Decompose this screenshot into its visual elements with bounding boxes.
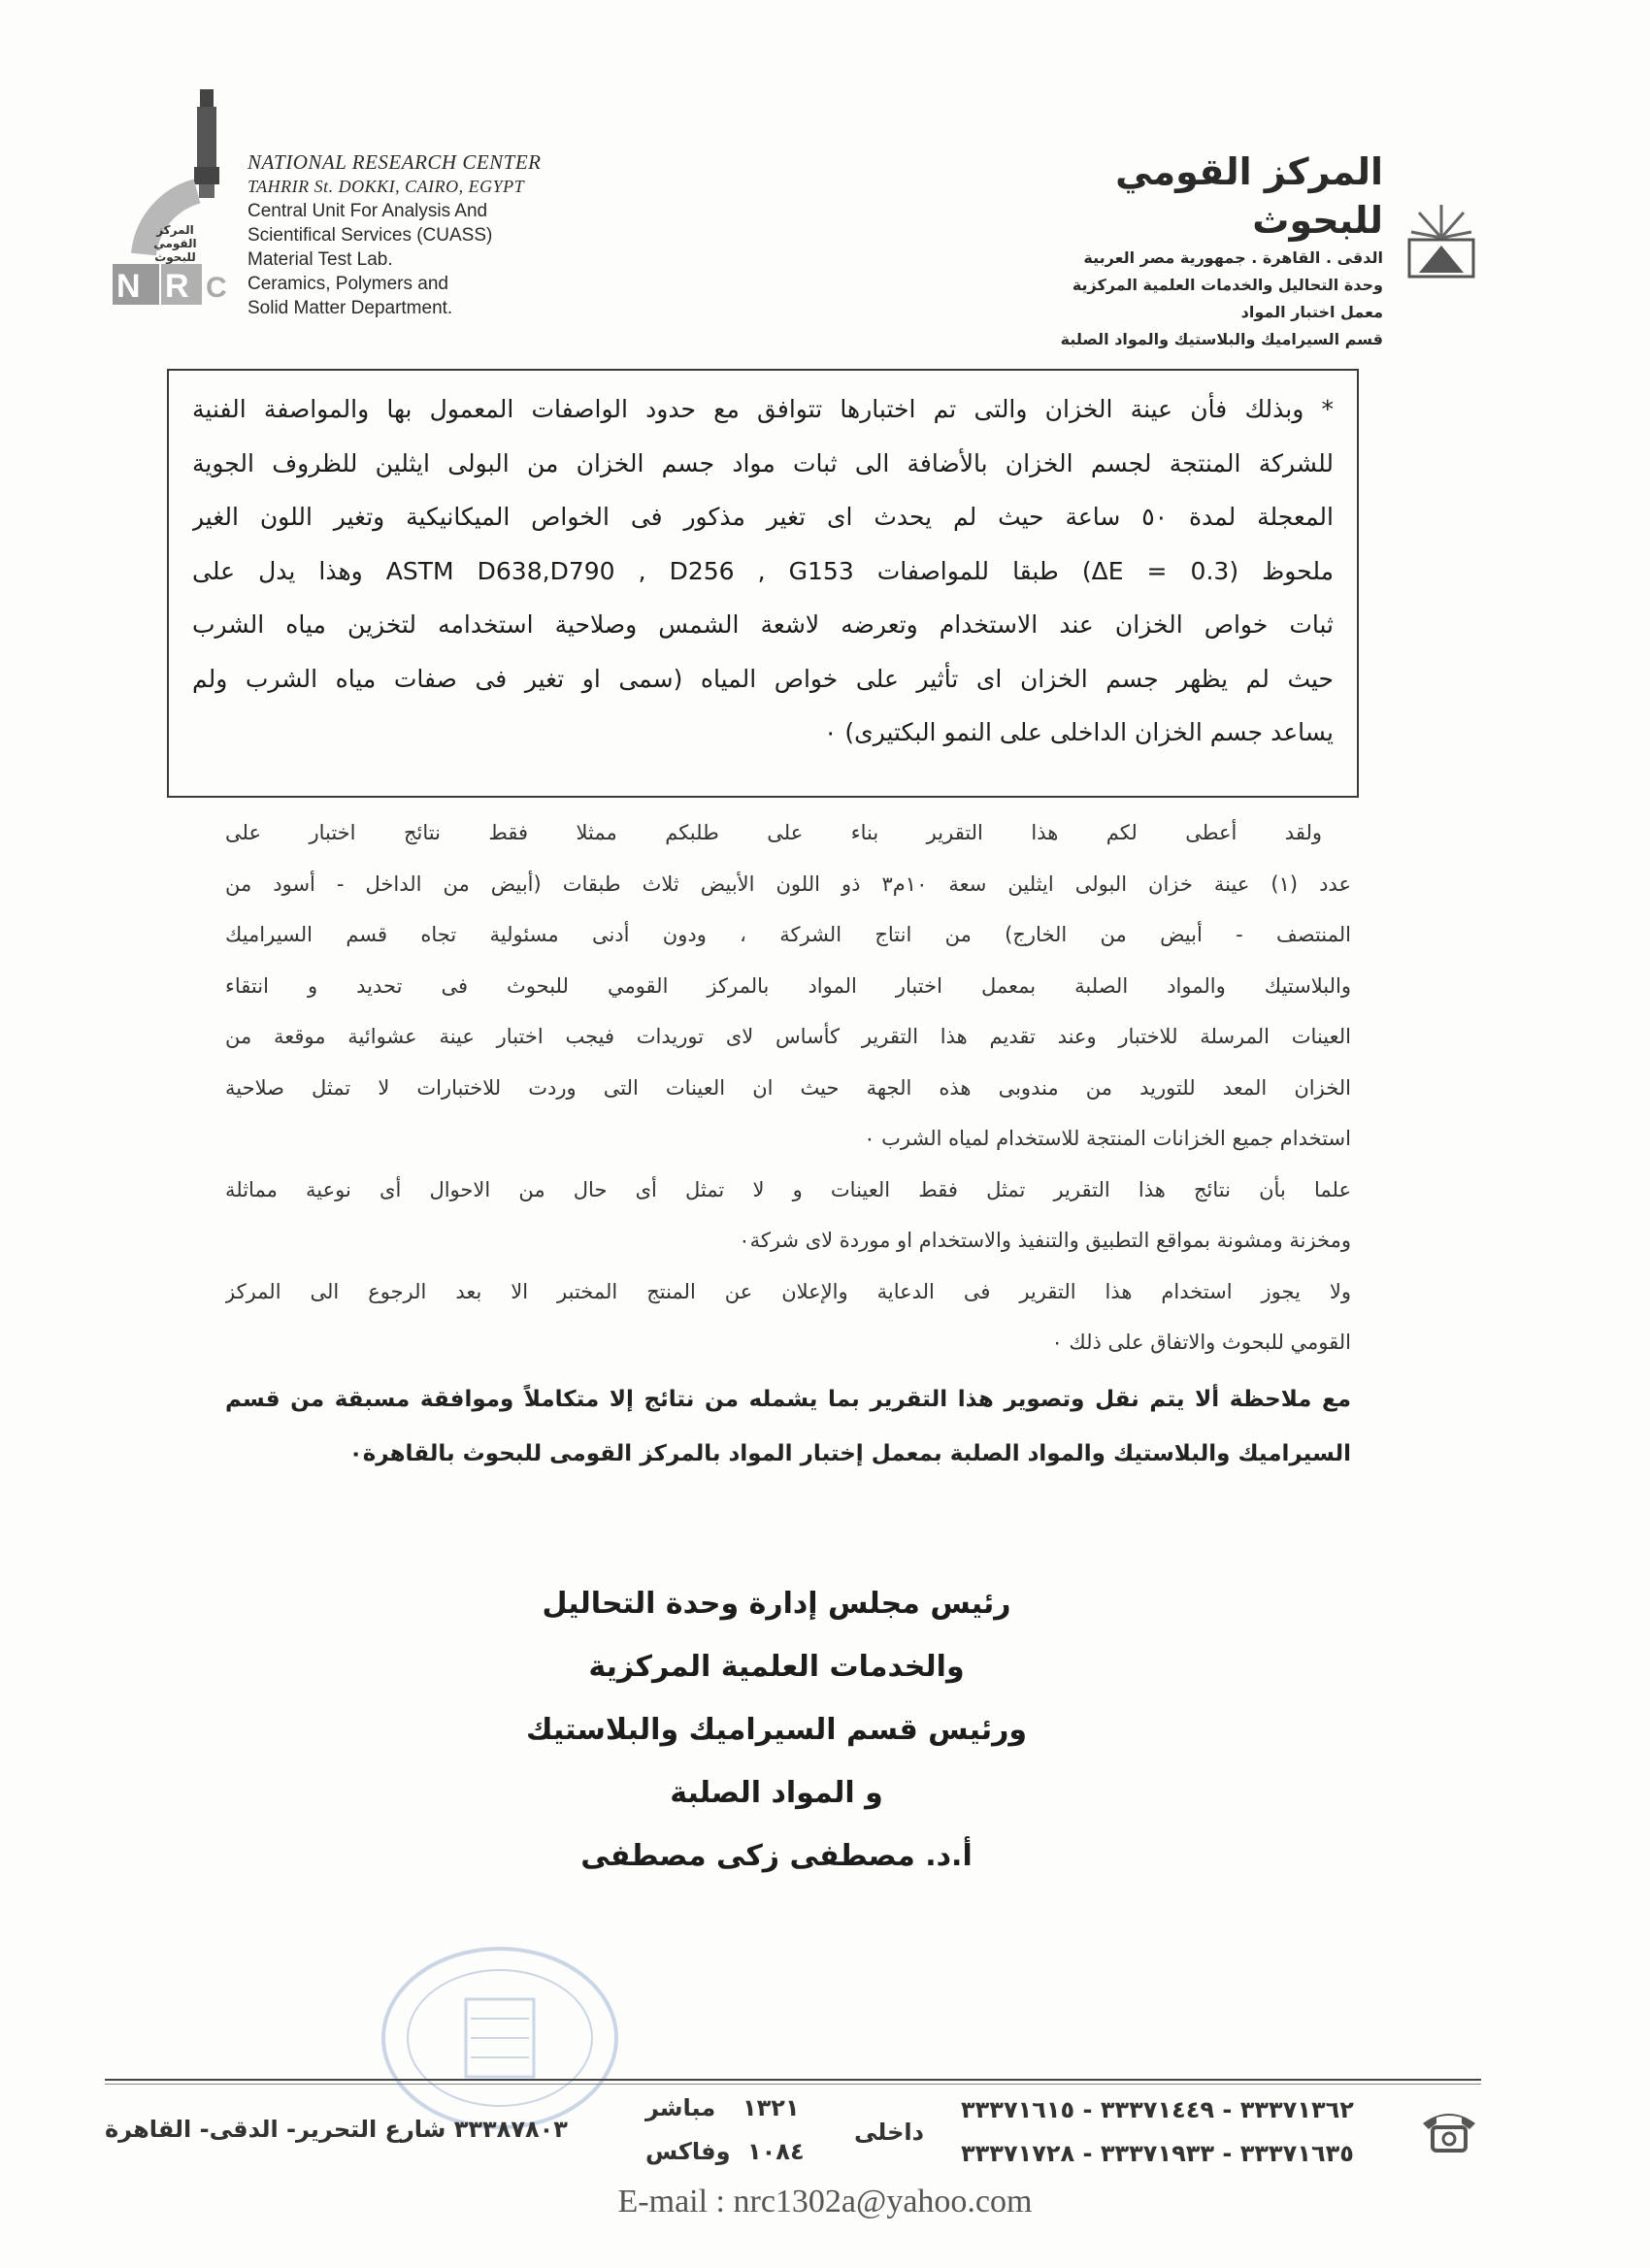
- unit-name-ar: وحدة التحاليل والخدمات العلمية المركزية: [1072, 276, 1383, 294]
- signature-title-4: و المواد الصلبة: [670, 1776, 883, 1810]
- phone-numbers-1: ٣٣٣٧١٣٦٢ - ٣٣٣٧١٤٤٩ - ٣٣٣٧١٦١٥: [961, 2096, 1354, 2123]
- official-stamp: [374, 1941, 626, 2135]
- dept-name-en-1: Ceramics, Polymers and: [248, 274, 448, 294]
- signature-block: [505, 1572, 1048, 1888]
- fax-label: وفاكس: [645, 2138, 731, 2165]
- note-line: السيراميك والبلاستيك والمواد الصلبة بمعمل إختبار المواد بالمركز القومى للبحوث بالقاهرة٠: [348, 1440, 1351, 1466]
- footer-divider: [105, 2084, 1481, 2085]
- conclusion-line: حيث لم يظهر جسم الخزان اى تأثير على خواص المياه (سمى او تغير فى صفات مياه الشرب ولم: [192, 664, 1334, 693]
- nrc-logo: [105, 89, 250, 317]
- body-line: ولقد أعطى لكم هذا التقرير بناء على طلبكم ممثلا فقط نتائج اختبار على: [225, 821, 1322, 844]
- dept-name-ar: قسم السيراميك والبلاستيك والمواد الصلبة: [1060, 330, 1383, 348]
- svg-text:C: C: [206, 272, 227, 304]
- body-line: العينات المرسلة للاختبار وعند تقديم هذا التقرير كأساس لاى توريدات فيجب اختبار عينة عشوائية موقعة من: [225, 1025, 1351, 1048]
- emblem-icon: [1407, 199, 1475, 279]
- arabic-header: [975, 148, 1383, 353]
- conclusion-line: المعجلة لمدة ٥٠ ساعة حيث لم يحدث اى تغير مذكور فى الخواص الميكانيكية وتغير اللون الغير: [192, 503, 1334, 531]
- lab-name-ar: معمل اختبار المواد: [1240, 303, 1383, 321]
- direct-number: ١٣٢١: [742, 2094, 800, 2121]
- footer-divider: [105, 2079, 1481, 2081]
- body-line: استخدام جميع الخزانات المنتجة للاستخدام لمياه الشرب ٠: [864, 1127, 1351, 1150]
- internal-label: داخلى: [854, 2119, 924, 2146]
- org-address-ar: الدقى . القاهرة . جمهورية مصر العربية: [1083, 248, 1383, 267]
- svg-text:R: R: [165, 268, 189, 305]
- signature-title-3: ورئيس قسم السيراميك والبلاستيك: [525, 1713, 1028, 1747]
- unit-name-en-2: Scientifical Services (CUASS): [248, 225, 493, 246]
- org-name-ar: المركز القومي للبحوث: [1115, 150, 1383, 242]
- unit-name-en-1: Central Unit For Analysis And: [248, 201, 488, 221]
- conclusion-line: ثبات خواص الخزان عند الاستخدام وتعرضه لاشعة الشمس وصلاحية استخدامه لتخزين مياه الشرب: [192, 610, 1334, 639]
- footer-email: E-mail : nrc1302a@yahoo.com: [617, 2184, 1033, 2219]
- body-line: الخزان المعد للتوريد من مندوبى هذه الجهة حيث ان العينات التى وردت للاختبارات لا تمثل صلاحية: [225, 1075, 1351, 1100]
- body-line: ومخزنة ومشونة بمواقع التطبيق والتنفيذ والاستخدام او موردة لاى شركة٠: [739, 1229, 1351, 1252]
- conclusion-line: للشركة المنتجة لجسم الخزان بالأضافة الى ثبات مواد جسم الخزان من البولى ايثلين للظروف الجوية: [192, 448, 1334, 477]
- logo-arabic-text: المركز القومي للبحوث: [153, 223, 197, 264]
- svg-text:N: N: [116, 268, 141, 305]
- org-address-en: TAHRIR St. DOKKI, CAIRO, EGYPT: [248, 177, 525, 196]
- english-header: [248, 150, 636, 320]
- body-line: علما بأن نتائج هذا التقرير تمثل فقط العينات و لا تمثل أى حال من الاحوال أى نوعية مماثلة: [225, 1177, 1351, 1201]
- note-line: مع ملاحظة ألا يتم نقل وتصوير هذا التقرير بما يشمله من نتائج إلا متكاملاً وموافقة مسبقة من قسم: [225, 1386, 1351, 1412]
- body-line: المنتصف - أبيض من الخارج) من انتاج الشركة ، ودون أدنى مسئولية تجاه قسم السيراميك: [225, 923, 1351, 946]
- phone-numbers-2: ٣٣٣٧١٦٣٥ - ٣٣٣٧١٩٣٣ - ٣٣٣٧١٧٢٨: [961, 2140, 1354, 2167]
- body-line: عدد (١) عينة خزان البولى ايثلين سعة ١٠م٣ ذو اللون الأبيض ثلاث طبقات (أبيض من الداخل - أسود من: [225, 871, 1351, 896]
- fax-number: ١٠٨٤: [747, 2138, 805, 2165]
- org-name-en: NATIONAL RESEARCH CENTER: [248, 150, 542, 174]
- footer-address: ٣٣٣٨٧٨٠٣ شارع التحرير- الدقى- القاهرة: [105, 2116, 568, 2143]
- conclusion-line: ملحوظ (ΔE = 0.3) طبقا للمواصفات ASTM D638,D790 , D256 , G153 وهذا يدل على: [192, 556, 1334, 585]
- direct-label: مباشر: [645, 2094, 716, 2121]
- signature-title-1: رئيس مجلس إدارة وحدة التحاليل: [542, 1587, 1011, 1621]
- conclusion-box: [167, 369, 1359, 798]
- report-body: [225, 807, 1351, 1481]
- lab-name-en: Material Test Lab.: [248, 249, 393, 270]
- body-line: والبلاستيك والمواد الصلبة بمعمل اختبار المواد بالمركز القومي للبحوث فى تحديد و انتقاء: [225, 973, 1351, 998]
- body-line: القومي للبحوث والاتفاق على ذلك ٠: [1051, 1331, 1351, 1354]
- body-line: ولا يجوز استخدام هذا التقرير فى الدعاية والإعلان عن المنتج المختبر الا بعد الرجوع الى المركز: [225, 1279, 1351, 1303]
- signatory-name: أ.د. مصطفى زكى مصطفى: [580, 1839, 973, 1873]
- conclusion-line: يساعد جسم الخزان الداخلى على النمو البكتيرى) ٠: [824, 718, 1334, 746]
- telephone-icon: [1419, 2106, 1479, 2154]
- signature-title-2: والخدمات العلمية المركزية: [588, 1650, 965, 1684]
- conclusion-line: * وبذلك فأن عينة الخزان والتى تم اختبارها تتوافق مع حدود الواصفات المعمول بها والمواصفة الفنية: [192, 395, 1334, 423]
- dept-name-en-2: Solid Matter Department.: [248, 298, 453, 318]
